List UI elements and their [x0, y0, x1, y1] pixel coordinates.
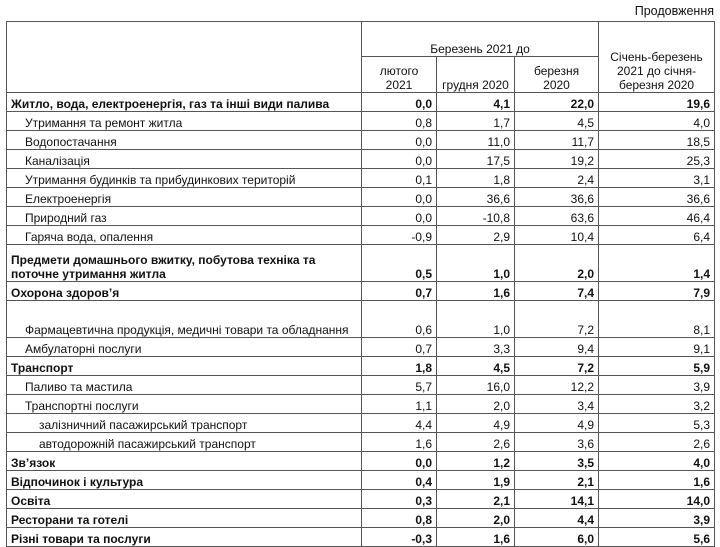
cell-mar: 22,0 — [515, 93, 599, 112]
row-label: Житло, вода, електроенергія, газ та інші види палива — [7, 93, 362, 112]
cell-dec: 1,0 — [437, 301, 515, 338]
cell-mar: 3,4 — [515, 395, 599, 414]
cell-dec: 1,0 — [437, 245, 515, 282]
cell-feb: -0,3 — [362, 528, 437, 547]
cell-cumulative: 3,2 — [599, 395, 715, 414]
cell-cumulative: 4,0 — [599, 452, 715, 471]
cell-mar: 3,5 — [515, 452, 599, 471]
cell-mar: 4,4 — [515, 509, 599, 528]
cell-mar: 11,7 — [515, 131, 599, 150]
cell-feb: 0,3 — [362, 490, 437, 509]
cell-cumulative: 1,4 — [599, 245, 715, 282]
table-row — [7, 150, 715, 169]
row-label: Предмети домашнього вжитку, побутова техніка та поточне утримання житла — [7, 245, 362, 282]
cell-mar: 3,6 — [515, 433, 599, 452]
table-row — [7, 452, 715, 471]
cell-cumulative: 3,1 — [599, 169, 715, 188]
cell-mar: 2,0 — [515, 245, 599, 282]
row-label: Різні товари та послуги — [7, 528, 362, 547]
row-label: Каналізація — [7, 150, 362, 169]
cell-cumulative: 8,1 — [599, 301, 715, 338]
cell-feb: 0,0 — [362, 188, 437, 207]
header-empty-cell — [7, 22, 362, 93]
row-label: Паливо та мастила — [7, 376, 362, 395]
cell-cumulative: 19,6 — [599, 93, 715, 112]
cell-dec: 11,0 — [437, 131, 515, 150]
cell-feb: 0,0 — [362, 93, 437, 112]
table-row — [7, 207, 715, 226]
header-col-mar: березня 2020 — [515, 57, 599, 93]
cell-mar: 4,5 — [515, 112, 599, 131]
table-row — [7, 301, 715, 338]
cell-cumulative: 3,9 — [599, 376, 715, 395]
cell-dec: 16,0 — [437, 376, 515, 395]
header-col-feb: лютого 2021 — [362, 57, 437, 93]
cell-cumulative: 2,6 — [599, 433, 715, 452]
row-label: Електроенергія — [7, 188, 362, 207]
continuation-label: Продовження — [634, 4, 714, 18]
row-label: Транспорт — [7, 357, 362, 376]
cell-feb: 5,7 — [362, 376, 437, 395]
cell-feb: 0,0 — [362, 207, 437, 226]
cell-feb: 1,6 — [362, 433, 437, 452]
cell-cumulative: 36,6 — [599, 188, 715, 207]
cell-dec: 1,7 — [437, 112, 515, 131]
cell-mar: 19,2 — [515, 150, 599, 169]
cell-feb: 0,8 — [362, 112, 437, 131]
cell-mar: 7,2 — [515, 301, 599, 338]
cell-cumulative: 46,4 — [599, 207, 715, 226]
cell-dec: 1,6 — [437, 528, 515, 547]
row-label: Утримання та ремонт житла — [7, 112, 362, 131]
table-row — [7, 188, 715, 207]
cell-cumulative: 4,0 — [599, 112, 715, 131]
row-label: Амбулаторні послуги — [7, 338, 362, 357]
cell-feb: -0,9 — [362, 226, 437, 245]
cell-dec: 4,1 — [437, 93, 515, 112]
cell-dec: 36,6 — [437, 188, 515, 207]
cell-dec: 2,0 — [437, 509, 515, 528]
cell-mar: 9,4 — [515, 338, 599, 357]
table-row — [7, 245, 715, 282]
cell-feb: 0,8 — [362, 509, 437, 528]
row-label: Ресторани та готелі — [7, 509, 362, 528]
table-row — [7, 357, 715, 376]
cell-cumulative: 14,0 — [599, 490, 715, 509]
cell-feb: 0,0 — [362, 131, 437, 150]
cell-mar: 12,2 — [515, 376, 599, 395]
cell-feb: 0,1 — [362, 169, 437, 188]
row-label: Зв’язок — [7, 452, 362, 471]
cell-cumulative: 6,4 — [599, 226, 715, 245]
cell-mar: 36,6 — [515, 188, 599, 207]
price-index-table — [6, 21, 715, 547]
table-row — [7, 395, 715, 414]
cell-cumulative: 9,1 — [599, 338, 715, 357]
header-group: Березень 2021 до — [362, 22, 599, 57]
cell-feb: 0,6 — [362, 301, 437, 338]
cell-cumulative: 18,5 — [599, 131, 715, 150]
cell-dec: 1,6 — [437, 282, 515, 301]
cell-mar: 6,0 — [515, 528, 599, 547]
row-label: Природний газ — [7, 207, 362, 226]
cell-cumulative: 1,6 — [599, 471, 715, 490]
cell-feb: 1,1 — [362, 395, 437, 414]
cell-dec: 3,3 — [437, 338, 515, 357]
cell-dec: 1,8 — [437, 169, 515, 188]
header-col-dec: грудня 2020 — [437, 57, 515, 93]
cell-dec: 4,5 — [437, 357, 515, 376]
table-row — [7, 112, 715, 131]
row-label: Фармацевтична продукція, медичні товари та обладнання — [7, 301, 362, 338]
table-row — [7, 471, 715, 490]
cell-mar: 10,4 — [515, 226, 599, 245]
table-row — [7, 93, 715, 112]
row-label: залізничний пасажирський транспорт — [7, 414, 362, 433]
row-label: автодорожній пасажирський транспорт — [7, 433, 362, 452]
table-row — [7, 414, 715, 433]
cell-feb: 0,0 — [362, 452, 437, 471]
table-row — [7, 338, 715, 357]
cell-feb: 0,7 — [362, 282, 437, 301]
cell-mar: 7,2 — [515, 357, 599, 376]
row-label: Транспортні послуги — [7, 395, 362, 414]
row-label: Водопостачання — [7, 131, 362, 150]
cell-cumulative: 5,6 — [599, 528, 715, 547]
cell-dec: 2,6 — [437, 433, 515, 452]
row-label: Відпочинок і культура — [7, 471, 362, 490]
table-row — [7, 490, 715, 509]
cell-mar: 7,4 — [515, 282, 599, 301]
cell-cumulative: 5,3 — [599, 414, 715, 433]
cell-mar: 2,4 — [515, 169, 599, 188]
cell-mar: 4,9 — [515, 414, 599, 433]
row-label: Гаряча вода, опалення — [7, 226, 362, 245]
cell-cumulative: 5,9 — [599, 357, 715, 376]
cell-cumulative: 7,9 — [599, 282, 715, 301]
cell-feb: 1,8 — [362, 357, 437, 376]
cell-feb: 0,7 — [362, 338, 437, 357]
cell-dec: 1,2 — [437, 452, 515, 471]
cell-cumulative: 3,9 — [599, 509, 715, 528]
row-label: Утримання будинків та прибудинкових територій — [7, 169, 362, 188]
row-label: Охорона здоров’я — [7, 282, 362, 301]
table-row — [7, 282, 715, 301]
row-label: Освіта — [7, 490, 362, 509]
cell-mar: 2,1 — [515, 471, 599, 490]
cell-dec: 1,9 — [437, 471, 515, 490]
cell-dec: -10,8 — [437, 207, 515, 226]
cell-feb: 4,4 — [362, 414, 437, 433]
header-cumulative: Січень-березень 2021 до січня-березня 2020 — [599, 22, 715, 93]
cell-mar: 14,1 — [515, 490, 599, 509]
cell-dec: 4,9 — [437, 414, 515, 433]
cell-cumulative: 25,3 — [599, 150, 715, 169]
table-row — [7, 509, 715, 528]
cell-mar: 63,6 — [515, 207, 599, 226]
table-row — [7, 226, 715, 245]
cell-feb: 0,4 — [362, 471, 437, 490]
cell-dec: 2,0 — [437, 395, 515, 414]
table-row — [7, 528, 715, 547]
cell-dec: 2,1 — [437, 490, 515, 509]
table-row — [7, 131, 715, 150]
table-row — [7, 376, 715, 395]
cell-dec: 2,9 — [437, 226, 515, 245]
cell-feb: 0,0 — [362, 150, 437, 169]
table-row — [7, 169, 715, 188]
table-row — [7, 433, 715, 452]
cell-dec: 17,5 — [437, 150, 515, 169]
cell-feb: 0,5 — [362, 245, 437, 282]
